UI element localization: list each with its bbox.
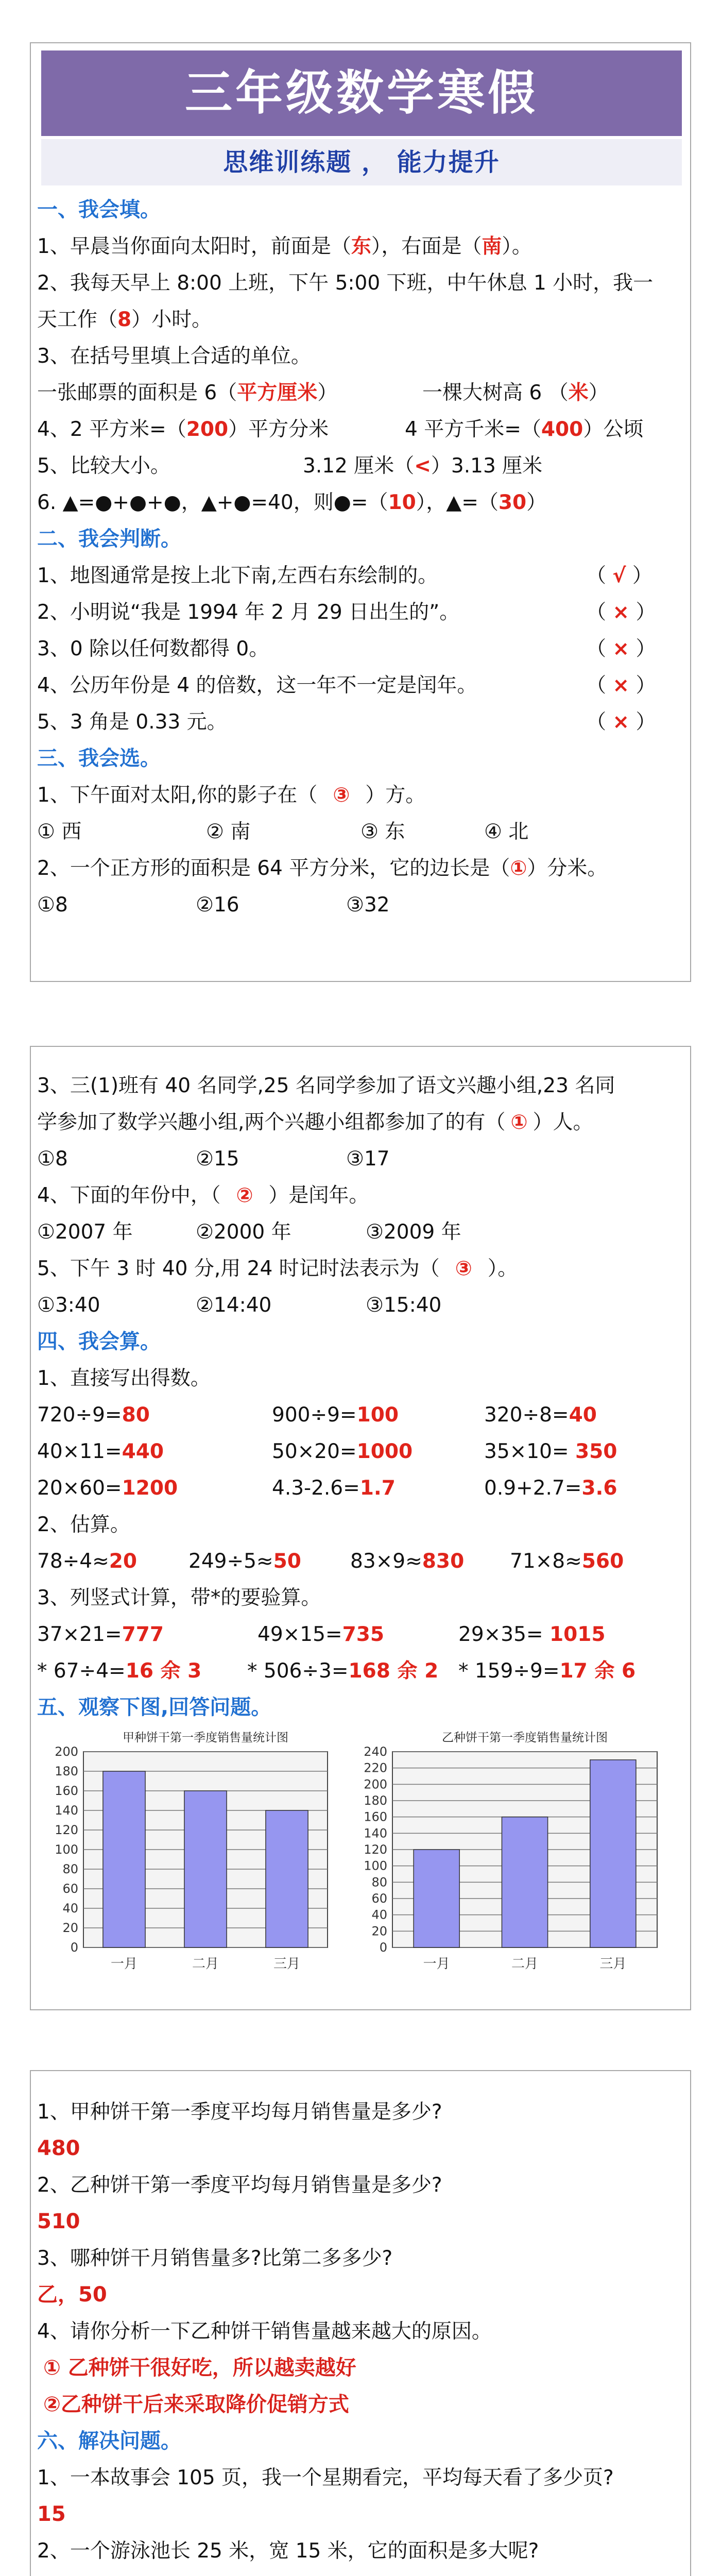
paren: ） xyxy=(626,564,653,587)
paren: ） xyxy=(629,674,656,697)
x-tick-label: 三月 xyxy=(273,1956,301,1972)
bar xyxy=(184,1791,227,1947)
fill-question-1 xyxy=(31,228,690,265)
y-tick-label: 40 xyxy=(371,1907,387,1922)
y-tick-label: 180 xyxy=(55,1764,78,1778)
answer: ① xyxy=(510,857,527,880)
option: ③15:40 xyxy=(366,1294,442,1317)
q-text: 3.12 厘米（ xyxy=(303,454,415,478)
y-tick-label: 80 xyxy=(371,1875,387,1890)
expr: 4.3-2.6= xyxy=(272,1477,360,1500)
section-heading-solve: 六、解决问题。 xyxy=(37,2429,181,2453)
x-tick-label: 二月 xyxy=(511,1956,539,1972)
expr: 249÷5≈ xyxy=(188,1550,273,1573)
option: ④ 北 xyxy=(484,820,529,843)
worksheet-page-1 xyxy=(30,42,691,982)
x-tick-label: 三月 xyxy=(599,1956,627,1972)
expr: 20×60= xyxy=(37,1477,122,1500)
page-subtitle: 思维训练题 ， 能力提升 xyxy=(41,139,682,185)
q-text: 2、一个正方形的面积是 64 平方分米，它的边长是（ xyxy=(37,857,510,880)
y-tick-label: 60 xyxy=(62,1882,78,1896)
expr: * 159÷9= xyxy=(458,1659,560,1683)
fill-question-3-units xyxy=(31,375,690,411)
calc-row xyxy=(31,1470,690,1506)
answer: 16 余 3 xyxy=(125,1659,202,1683)
y-tick-label: 140 xyxy=(364,1826,387,1841)
fill-question-2-line2 xyxy=(31,301,690,338)
choose-options-3 xyxy=(31,1141,690,1177)
answer: 30 xyxy=(498,491,527,514)
answer: 8 xyxy=(117,308,132,331)
observe-answer-3: 乙，50 xyxy=(37,2283,107,2307)
q-text: ）分米。 xyxy=(527,857,608,880)
option: ② 南 xyxy=(206,820,251,843)
bar xyxy=(502,1817,547,1947)
section-heading-fill: 一、我会填。 xyxy=(37,198,161,222)
bar xyxy=(266,1810,308,1947)
q-text: 一张邮票的面积是 6（ xyxy=(37,381,237,404)
choose-question-2 xyxy=(31,850,690,887)
page-title: 三年级数学寒假 xyxy=(41,50,682,136)
choose-options-1 xyxy=(31,814,690,850)
calc-sub-direct: 1、直接写出得数。 xyxy=(37,1367,211,1390)
judge-mark: × xyxy=(612,637,630,660)
y-tick-label: 180 xyxy=(364,1793,387,1808)
q-text: 1、下午面对太阳,你的影子在（ xyxy=(37,784,318,807)
paren: （ xyxy=(586,601,613,624)
observe-question-1: 1、甲种饼干第一季度平均每月销售量是多少? xyxy=(37,2100,442,2124)
q-text: 一棵大树高 6 （ xyxy=(422,381,569,404)
chart-title: 乙种饼干第一季度销售量统计图 xyxy=(442,1731,608,1744)
y-tick-label: 40 xyxy=(62,1901,78,1916)
paren: ） xyxy=(629,710,656,734)
choose-options-4 xyxy=(31,1214,690,1250)
y-tick-label: 0 xyxy=(379,1940,387,1955)
calc-sub-vertical: 3、列竖式计算，带*的要验算。 xyxy=(37,1586,321,1609)
worksheet-page-3 xyxy=(30,2070,691,2576)
answer: 440 xyxy=(122,1440,164,1463)
x-tick-label: 二月 xyxy=(192,1956,219,1972)
q-text: 1、早晨当你面向太阳时，前面是（ xyxy=(37,235,351,258)
answer: 南 xyxy=(482,235,502,258)
chart-yi xyxy=(355,1726,664,1978)
observe-question-4: 4、请你分析一下乙种饼干销售量越来越大的原因。 xyxy=(37,2320,492,2343)
option: ③ 东 xyxy=(360,820,405,843)
chart-jia xyxy=(46,1726,335,1978)
option: ③32 xyxy=(346,893,390,917)
solve-answer-1: 15 xyxy=(37,2502,66,2526)
q-text: ） xyxy=(526,491,547,514)
option: ①3:40 xyxy=(37,1294,100,1317)
y-tick-label: 20 xyxy=(62,1921,78,1935)
answer: 400 xyxy=(541,418,583,441)
answer: 100 xyxy=(356,1403,399,1427)
answer: 1.7 xyxy=(359,1477,396,1500)
y-tick-label: 160 xyxy=(364,1809,387,1824)
q-text: 4、2 平方米=（ xyxy=(37,418,186,441)
paren: ） xyxy=(629,637,656,660)
expr: 720÷9= xyxy=(37,1403,122,1427)
chart-jia-svg xyxy=(46,1726,335,1978)
observe-answer-1: 480 xyxy=(37,2137,80,2160)
fill-question-3: 3、在括号里填上合适的单位。 xyxy=(37,345,311,368)
choose-options-5 xyxy=(31,1287,690,1324)
q-text: 4、下面的年份中，（ xyxy=(37,1184,221,1207)
fill-question-2-line1: 2、我每天早上 8:00 上班，下午 5:00 下班，中午休息 1 小时，我一 xyxy=(37,272,654,295)
answer: 1015 xyxy=(550,1623,606,1646)
option: ③2009 年 xyxy=(366,1221,461,1244)
solve-answer-2 xyxy=(31,2569,690,2576)
expr: 29×35= xyxy=(458,1623,550,1646)
bar xyxy=(590,1760,636,1947)
answer: 20 xyxy=(109,1550,138,1573)
expr: 900÷9= xyxy=(272,1403,357,1427)
answer: < xyxy=(414,454,431,478)
calc-row xyxy=(31,1433,690,1470)
y-tick-label: 220 xyxy=(364,1760,387,1775)
fill-question-4 xyxy=(31,411,690,448)
page3-content xyxy=(31,2094,690,2576)
paren: （ xyxy=(586,637,613,660)
paren: （ xyxy=(586,710,613,734)
q-text: ），右面是（ xyxy=(371,235,482,258)
y-tick-label: 120 xyxy=(55,1823,78,1837)
q-text: ）小时。 xyxy=(131,308,212,331)
observe-question-3: 3、哪种饼干月销售量多?比第二多多少? xyxy=(37,2247,393,2270)
answer: 米 xyxy=(568,381,589,404)
answer: 200 xyxy=(186,418,229,441)
q-text: ） xyxy=(317,381,338,404)
calc-row xyxy=(31,1397,690,1433)
option: ②2000 年 xyxy=(196,1221,291,1244)
q-text: ）方。 xyxy=(365,784,426,807)
calc-sub-estimate: 2、估算。 xyxy=(37,1513,130,1536)
expr: 50×20= xyxy=(272,1440,357,1463)
charts-area xyxy=(31,1726,690,1984)
q-text: 天工作（ xyxy=(37,308,118,331)
q-text: ）是闰年。 xyxy=(268,1184,369,1207)
expr: 0.9+2.7= xyxy=(484,1477,582,1500)
choose-question-3-line1: 3、三(1)班有 40 名同学,25 名同学参加了语文兴趣小组,23 名同 xyxy=(37,1074,615,1097)
paren: （ xyxy=(586,564,613,587)
solve-question-2: 2、一个游泳池长 25 米，宽 15 米，它的面积是多大呢? xyxy=(37,2539,539,2563)
q-text: ）3.13 厘米 xyxy=(431,454,543,478)
y-tick-label: 100 xyxy=(364,1858,387,1873)
answer: 735 xyxy=(342,1623,385,1646)
q-text: 学参加了数学兴趣小组,两个兴趣小组都参加了的有（ xyxy=(37,1111,506,1134)
expr: 40×11= xyxy=(37,1440,122,1463)
paren: ） xyxy=(629,601,656,624)
answer: ① xyxy=(510,1111,528,1134)
answer: 1200 xyxy=(122,1477,178,1500)
judge-mark: √ xyxy=(612,564,626,587)
vertical-row xyxy=(31,1616,690,1653)
vertical-row xyxy=(31,1653,690,1689)
expr: 83×9≈ xyxy=(350,1550,422,1573)
q-text: ）。 xyxy=(502,235,532,258)
answer: 17 余 6 xyxy=(559,1659,636,1683)
answer: 50 xyxy=(273,1550,301,1573)
q-text: 6. ▲=●+●+●，▲+●=40，则●=（ xyxy=(37,491,388,514)
bar xyxy=(103,1771,145,1947)
choose-question-4 xyxy=(31,1177,690,1214)
section-heading-choose: 三、我会选。 xyxy=(37,747,161,770)
q-text: 5、下午 3 时 40 分,用 24 时记时法表示为（ xyxy=(37,1257,440,1280)
answer: 168 余 2 xyxy=(348,1659,439,1683)
judge-mark: × xyxy=(612,601,630,624)
option: ③17 xyxy=(346,1147,390,1171)
option: ②15 xyxy=(196,1147,239,1171)
choose-question-1 xyxy=(31,777,690,814)
page1-content xyxy=(31,192,690,923)
y-tick-label: 80 xyxy=(62,1862,78,1876)
q-text: ）。 xyxy=(487,1257,518,1280)
estimate-row xyxy=(31,1543,690,1580)
worksheet-page-2 xyxy=(30,1046,691,2010)
chart-title: 甲种饼干第一季度销售量统计图 xyxy=(123,1731,288,1744)
x-tick-label: 一月 xyxy=(423,1956,450,1972)
q-text: ），▲=（ xyxy=(416,491,499,514)
answer: 560 xyxy=(581,1550,624,1573)
judge-mark: × xyxy=(612,710,630,734)
expr: 37×21= xyxy=(37,1623,122,1646)
fill-question-6 xyxy=(31,484,690,521)
answer: ② xyxy=(236,1184,253,1207)
q-text: 1、地图通常是按上北下南,左西右东绘制的。 xyxy=(37,564,438,587)
solve-question-1: 1、一本故事会 105 页，我一个星期看完，平均每天看了多少页? xyxy=(37,2466,614,2489)
judge-item xyxy=(31,704,690,740)
section-heading-observe: 五、观察下图,回答问题。 xyxy=(37,1696,272,1719)
judge-item xyxy=(31,667,690,704)
answer: 777 xyxy=(122,1623,164,1646)
option: ②16 xyxy=(196,893,239,917)
judge-mark: × xyxy=(612,674,630,697)
chart-yi-svg xyxy=(355,1726,664,1978)
y-tick-label: 20 xyxy=(371,1924,387,1939)
expr: 78÷4≈ xyxy=(37,1550,109,1573)
expr: * 506÷3= xyxy=(247,1659,349,1683)
q-text: 5、3 角是 0.33 元。 xyxy=(37,710,227,734)
answer: 3.6 xyxy=(581,1477,617,1500)
y-tick-label: 120 xyxy=(364,1842,387,1857)
option: ①8 xyxy=(37,1147,68,1171)
answer: 1000 xyxy=(356,1440,413,1463)
answer: 10 xyxy=(388,491,416,514)
y-tick-label: 140 xyxy=(55,1803,78,1818)
q-text: ）平方分米 xyxy=(228,418,329,441)
y-tick-label: 60 xyxy=(371,1891,387,1906)
fill-question-5 xyxy=(31,448,690,484)
answer: 350 xyxy=(575,1440,617,1463)
observe-answer-4-1: ① 乙种饼干很好吃，所以越卖越好 xyxy=(43,2356,356,2380)
answer: 东 xyxy=(351,235,371,258)
q-text: ） xyxy=(588,381,609,404)
expr: 49×15= xyxy=(258,1623,342,1646)
expr: * 67÷4= xyxy=(37,1659,126,1683)
choose-options-2 xyxy=(31,887,690,923)
judge-item xyxy=(31,557,690,594)
paren: （ xyxy=(586,674,613,697)
x-tick-label: 一月 xyxy=(110,1956,138,1972)
y-tick-label: 200 xyxy=(364,1777,387,1792)
q-text: 3、0 除以任何数都得 0。 xyxy=(37,637,269,660)
observe-answer-4-2: ②乙种饼干后来采取降价促销方式 xyxy=(43,2393,349,2416)
y-tick-label: 200 xyxy=(55,1744,78,1759)
observe-answer-2: 510 xyxy=(37,2210,80,2233)
q-text: 5、比较大小。 xyxy=(37,454,170,478)
answer: 80 xyxy=(122,1403,150,1427)
q-text: 4 平方千米=（ xyxy=(405,418,541,441)
choose-question-5 xyxy=(31,1250,690,1287)
expr: 35×10= xyxy=(484,1440,576,1463)
section-heading-judge: 二、我会判断。 xyxy=(37,527,181,551)
answer: ③ xyxy=(455,1257,472,1280)
y-tick-label: 160 xyxy=(55,1784,78,1798)
expr: 320÷8= xyxy=(484,1403,569,1427)
answer: 830 xyxy=(422,1550,465,1573)
answer: ③ xyxy=(333,784,350,807)
y-tick-label: 0 xyxy=(70,1940,78,1955)
choose-question-3-line2 xyxy=(31,1104,690,1141)
q-text: ）公顷 xyxy=(583,418,644,441)
q-text: ）人。 xyxy=(533,1111,593,1134)
option: ①2007 年 xyxy=(37,1221,133,1244)
y-tick-label: 100 xyxy=(55,1842,78,1857)
observe-question-2: 2、乙种饼干第一季度平均每月销售量是多少? xyxy=(37,2174,442,2197)
page2-content xyxy=(31,1067,690,1984)
bar xyxy=(414,1850,459,1947)
answer: 40 xyxy=(569,1403,597,1427)
judge-item xyxy=(31,594,690,631)
y-tick-label: 240 xyxy=(364,1744,387,1759)
expr: 71×8≈ xyxy=(510,1550,582,1573)
q-text: 4、公历年份是 4 的倍数，这一年不一定是闰年。 xyxy=(37,674,477,697)
option: ① 西 xyxy=(37,820,82,843)
option: ②14:40 xyxy=(196,1294,272,1317)
q-text: 2、小明说“我是 1994 年 2 月 29 日出生的”。 xyxy=(37,601,460,624)
option: ①8 xyxy=(37,893,68,917)
judge-item xyxy=(31,631,690,667)
answer: 平方厘米 xyxy=(237,381,318,404)
section-heading-calc: 四、我会算。 xyxy=(37,1330,161,1353)
